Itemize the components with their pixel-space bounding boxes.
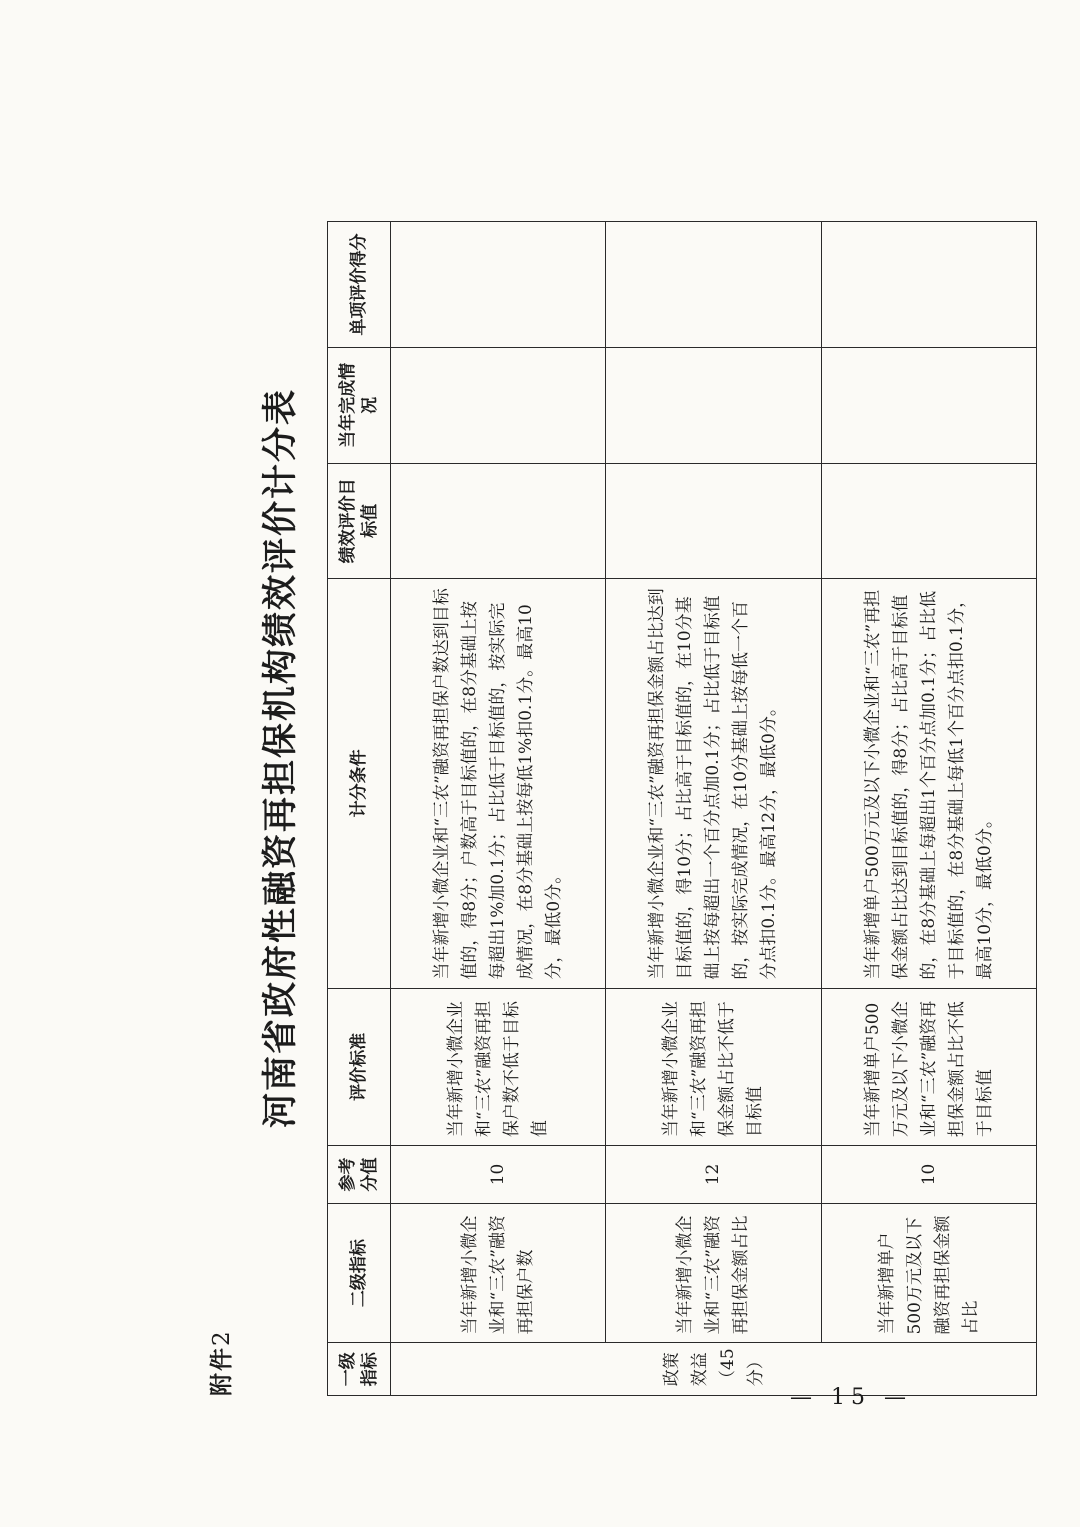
completion-cell <box>606 348 821 464</box>
target-cell <box>391 463 606 579</box>
table-row <box>606 222 821 1396</box>
table-header-row <box>328 222 391 1396</box>
header-level2: 二级指标 <box>328 1203 391 1343</box>
page-number: — 15 — <box>790 1385 912 1410</box>
completion-cell <box>821 348 1036 464</box>
attachment-number: 2 <box>209 1329 235 1346</box>
level2-cell: 当年新增小微企业和“三农”融资再担保金额占比 <box>606 1203 821 1343</box>
attachment-word: 附件 <box>209 1346 235 1396</box>
level2-cell: 当年新增小微企业和“三农”融资再担保户数 <box>391 1203 606 1343</box>
target-cell <box>821 463 1036 579</box>
standard-cell: 当年新增小微企业和“三农”融资再担保户数不低于目标值 <box>391 988 606 1146</box>
header-ref-score: 参考分值 <box>328 1146 391 1204</box>
scoring-cell: 当年新增小微企业和“三农”融资再担保户数达到目标值的，得8分；户数高于目标值的，在8分基础上按每超出1%加0.1分；占比低于目标值的，按实际完成情况，在8分基础上按每低1%扣0.1分。最高10分，最低0分。 <box>391 579 606 989</box>
completion-cell <box>391 348 606 464</box>
standard-cell: 当年新增小微企业和“三农”融资再担保金额占比不低于目标值 <box>606 988 821 1146</box>
target-cell <box>606 463 821 579</box>
level1-cell: 政策效益（45分） <box>391 1343 1037 1396</box>
header-level1: 一级指标 <box>328 1343 391 1396</box>
header-scoring: 计分条件 <box>328 579 391 989</box>
rotated-landscape-content <box>145 108 995 1408</box>
ref-score-cell: 10 <box>821 1146 1036 1204</box>
score-cell <box>821 222 1036 348</box>
attachment-label <box>203 1329 236 1396</box>
table-row <box>821 222 1036 1396</box>
evaluation-score-table <box>327 221 1037 1396</box>
scoring-cell: 当年新增单户500万元及以下小微企业和“三农”再担保金额占比达到目标值的，得8分；占比高于目标值的，在8分基础上每超出1个百分点加0.1分；占比低于目标值的，在8分基础上每低1个百分点扣0.1分，最高10分，最低0分。 <box>821 579 1036 989</box>
ref-score-cell: 12 <box>606 1146 821 1204</box>
standard-cell: 当年新增单户500万元及以下小微企业和“三农”融资再担保金额占比不低于目标值 <box>821 988 1036 1146</box>
ref-score-cell: 10 <box>391 1146 606 1204</box>
table-row <box>391 222 606 1396</box>
level2-cell: 当年新增单户500万元及以下融资再担保金额占比 <box>821 1203 1036 1343</box>
header-standard: 评价标准 <box>328 988 391 1146</box>
page-title: 河南省政府性融资再担保机构绩效评价计分表 <box>261 388 301 1129</box>
header-score: 单项评价得分 <box>328 222 391 348</box>
header-completion: 当年完成情况 <box>328 348 391 464</box>
score-cell <box>606 222 821 348</box>
header-target: 绩效评价目标值 <box>328 463 391 579</box>
score-cell <box>391 222 606 348</box>
scoring-cell: 当年新增小微企业和“三农”融资再担保金额占比达到目标值的，得10分；占比高于目标值的，在10分基础上按每超出一个百分点加0.1分；占比低于目标值的，按实际完成情况，在10分基础上按每低一个百分点扣0.1分。最高12分，最低0分。 <box>606 579 821 989</box>
